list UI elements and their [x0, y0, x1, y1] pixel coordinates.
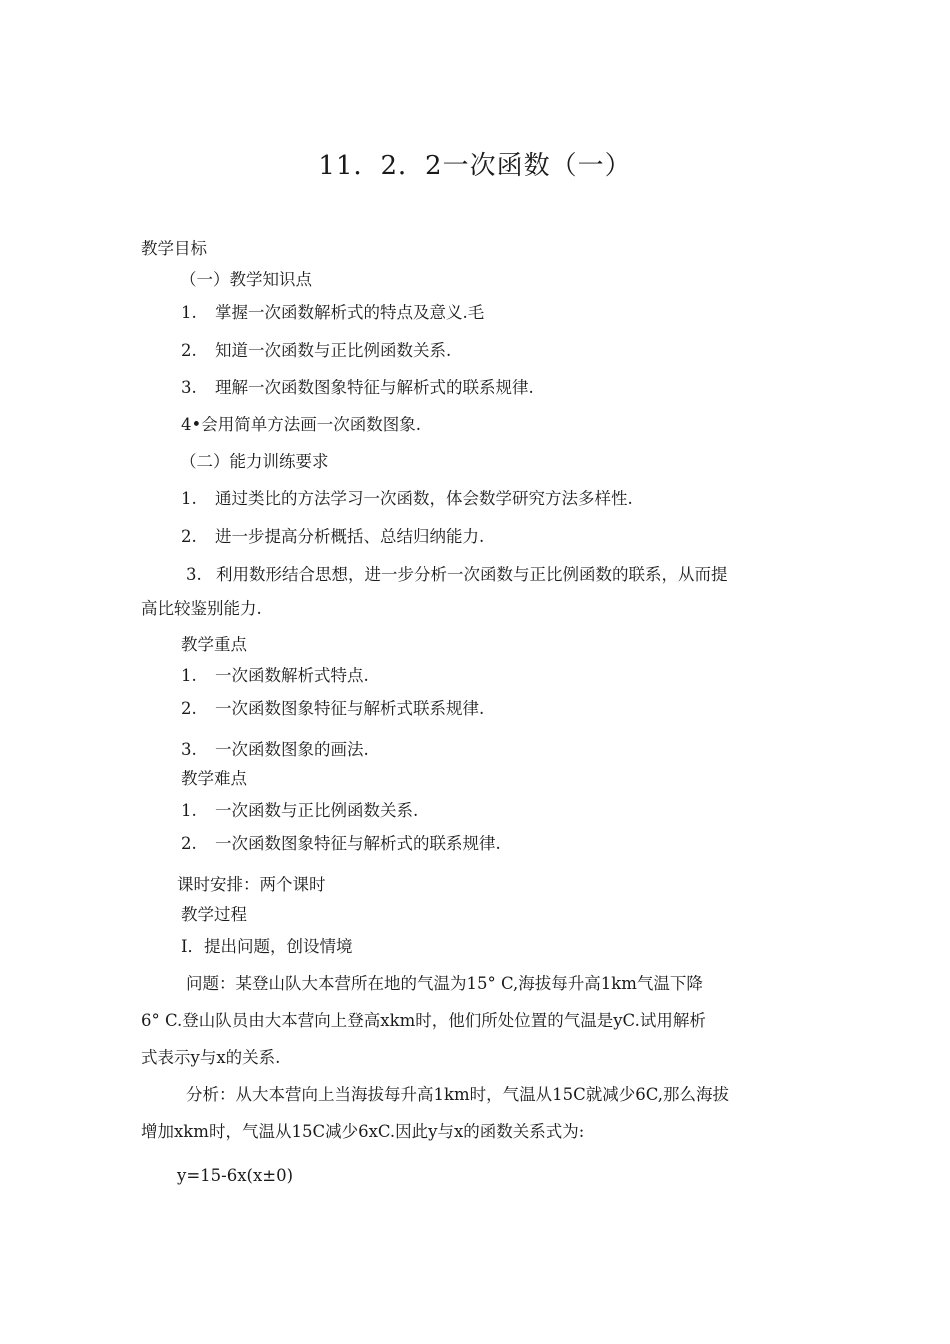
item-text: 利用数形结合思想，进一步分析一次函数与正比例函数的联系，从而提 — [216, 565, 728, 584]
knowledge-item — [181, 302, 484, 324]
ability-item — [186, 564, 728, 586]
problem-line: 6° C.登山队员由大本营向上登高xkm时，他们所处位置的气温是yC.试用解析 — [141, 1011, 706, 1030]
item-text: 一次函数图象特征与解析式的联系规律. — [215, 834, 501, 853]
item-number: 2. — [181, 699, 197, 718]
schedule-text: 课时安排：两个课时 — [177, 875, 326, 894]
item-text: 掌握一次函数解析式的特点及意义.毛 — [215, 303, 485, 322]
ability-item-continuation: 高比较鉴别能力. — [141, 599, 262, 618]
item-text: 一次函数解析式特点. — [215, 666, 369, 685]
analysis-line: 分析：从大本营向上当海拔每升高1km时，气温从15C就减少6C,那么海拔 — [186, 1085, 730, 1104]
page-title: 11．2．2一次函数（一） — [318, 151, 632, 181]
item-text: 知道一次函数与正比例函数关系. — [215, 341, 452, 360]
item-number: 3. — [186, 565, 202, 584]
item-number: 1. — [181, 303, 197, 322]
item-number: 1. — [181, 666, 197, 685]
difficulties-heading: 教学难点 — [181, 769, 247, 788]
problem-line: 问题：某登山队大本营所在地的气温为15° C,海拔每升高1km气温下降 — [186, 974, 703, 993]
key-points-heading: 教学重点 — [181, 635, 247, 654]
ability-heading: （二）能力训练要求 — [180, 452, 329, 471]
item-text: 一次函数图象的画法. — [215, 740, 369, 759]
knowledge-heading: （一）教学知识点 — [180, 270, 312, 289]
item-text: 理解一次函数图象特征与解析式的联系规律. — [215, 378, 534, 397]
knowledge-item — [181, 340, 451, 362]
knowledge-item — [181, 377, 534, 399]
difficulty-item — [181, 800, 418, 822]
item-text: 4•会用简单方法画一次函数图象. — [181, 415, 421, 434]
process-heading: 教学过程 — [181, 905, 247, 924]
section-heading: I．提出问题，创设情境 — [181, 937, 353, 956]
analysis-line: 增加xkm时，气温从15C减少6xC.因此y与x的函数关系式为: — [141, 1122, 585, 1141]
key-point-item — [181, 665, 369, 687]
key-point-item — [181, 739, 369, 761]
item-text: 一次函数图象特征与解析式联系规律. — [215, 699, 485, 718]
item-text: 进一步提高分析概括、总结归纳能力. — [215, 527, 485, 546]
knowledge-item — [181, 414, 421, 436]
formula: y=15-6x(x±0) — [177, 1166, 294, 1185]
ability-item — [181, 526, 484, 548]
item-text: 通过类比的方法学习一次函数，体会数学研究方法多样性. — [215, 489, 633, 508]
item-number: 3. — [181, 740, 197, 759]
item-number: 1. — [181, 489, 197, 508]
item-number: 1. — [181, 801, 197, 820]
item-number: 2. — [181, 341, 197, 360]
problem-line: 式表示y与x的关系. — [141, 1048, 281, 1067]
item-number: 2. — [181, 834, 197, 853]
item-number: 2. — [181, 527, 197, 546]
ability-item — [181, 488, 633, 510]
key-point-item — [181, 698, 484, 720]
objectives-heading: 教学目标 — [141, 239, 207, 258]
item-number: 3. — [181, 378, 197, 397]
item-text: 一次函数与正比例函数关系. — [215, 801, 419, 820]
difficulty-item — [181, 833, 501, 855]
